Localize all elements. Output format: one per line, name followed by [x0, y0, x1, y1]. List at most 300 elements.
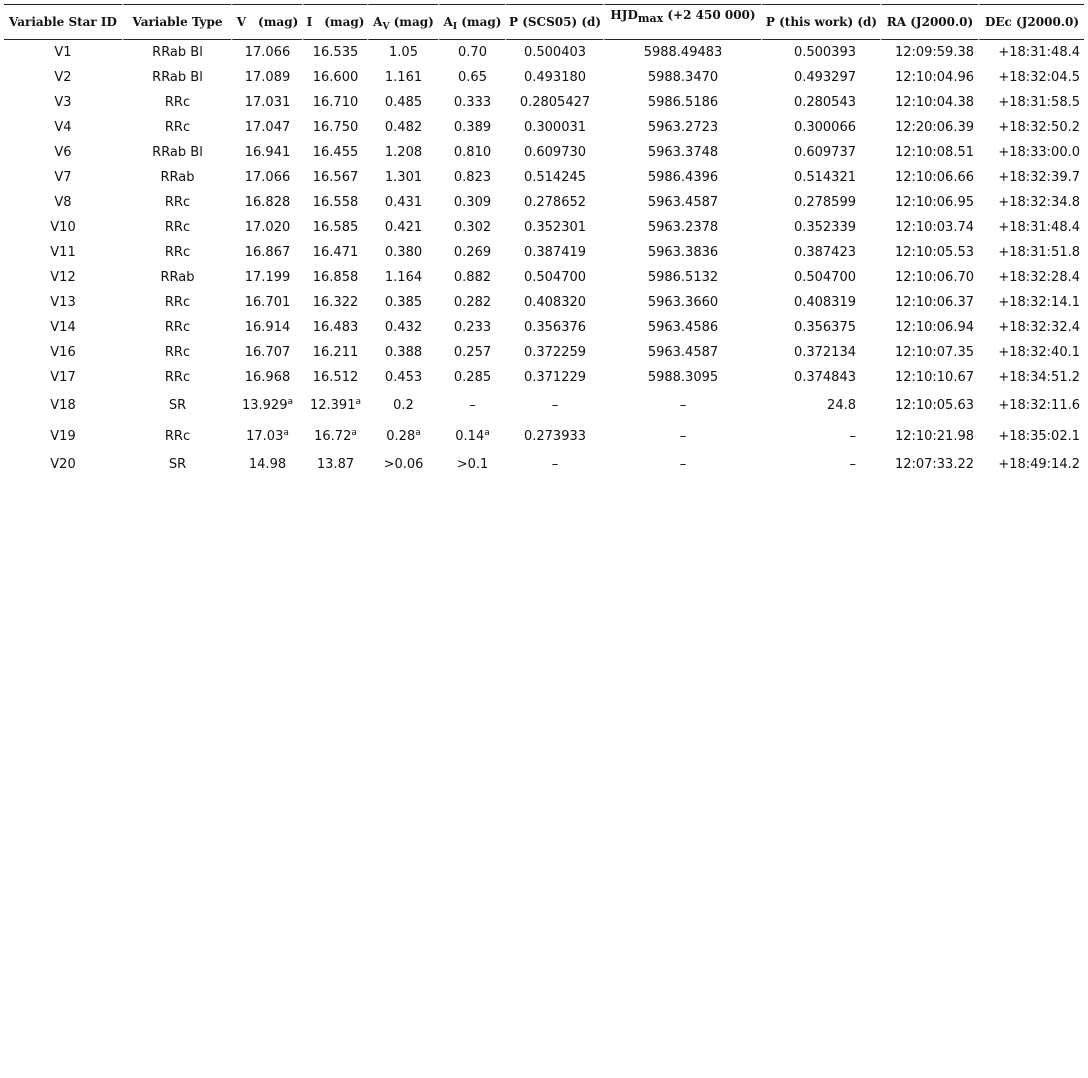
table-row — [4, 165, 1084, 190]
cell-ai-mag-value: 0.309 — [453, 195, 492, 210]
cell-p-this-work — [761, 115, 880, 140]
cell-i-mag-value: 16.858 — [312, 270, 359, 285]
header-i-main: I — [306, 15, 313, 29]
cell-i-mag-value: 16.512 — [312, 370, 359, 385]
cell-ra-value: 12:10:08.51 — [894, 145, 974, 160]
cell-ra — [880, 365, 978, 390]
cell-dec-value: +18:33:00.0 — [998, 145, 1080, 160]
cell-p-scs05 — [505, 215, 603, 240]
cell-ai-mag — [438, 340, 505, 365]
table-body — [4, 40, 1084, 477]
header-i-unit: (mag) — [324, 15, 365, 29]
cell-av-mag — [367, 315, 438, 340]
cell-ai-mag — [438, 165, 505, 190]
cell-p-scs05 — [505, 40, 603, 65]
cell-hjd-max — [603, 90, 761, 115]
cell-av-mag-value: 1.301 — [384, 170, 423, 185]
cell-dec — [978, 340, 1084, 365]
cell-p-this-work — [761, 190, 880, 215]
cell-variable-type — [122, 390, 231, 421]
cell-star-id — [4, 190, 122, 215]
cell-star-id — [4, 390, 122, 421]
cell-av-mag-value: 1.208 — [384, 145, 423, 160]
cell-ai-mag — [438, 365, 505, 390]
table-row — [4, 421, 1084, 452]
cell-hjd-max-value: 5963.4586 — [647, 320, 719, 335]
cell-ai-mag — [438, 190, 505, 215]
cell-p-this-work-value: 0.352339 — [793, 220, 856, 235]
cell-v-mag-value: 17.031 — [244, 95, 291, 110]
cell-dec-value: +18:49:14.2 — [998, 457, 1080, 472]
footnote-marker: a — [287, 397, 293, 407]
cell-v-mag-value: 17.03 — [246, 429, 284, 444]
cell-star-id — [4, 115, 122, 140]
cell-p-this-work-value: 0.387423 — [793, 245, 856, 260]
cell-star-id — [4, 215, 122, 240]
cell-hjd-max — [603, 40, 761, 65]
cell-ai-mag — [438, 115, 505, 140]
cell-dec-value: +18:31:48.4 — [998, 45, 1080, 60]
cell-star-id-value: V13 — [50, 295, 76, 310]
cell-hjd-max-value: 5963.3660 — [647, 295, 719, 310]
cell-star-id — [4, 340, 122, 365]
cell-v-mag-value: 16.707 — [244, 345, 291, 360]
cell-i-mag — [302, 315, 367, 340]
cell-p-scs05-value: 0.609730 — [523, 145, 587, 160]
cell-variable-type — [122, 190, 231, 215]
cell-ra-value: 12:10:21.98 — [894, 429, 974, 444]
cell-av-mag — [367, 190, 438, 215]
cell-i-mag — [302, 165, 367, 190]
table-row — [4, 240, 1084, 265]
cell-p-this-work-value: 0.374843 — [793, 370, 856, 385]
cell-p-this-work — [761, 65, 880, 90]
cell-ai-mag — [438, 421, 505, 452]
cell-variable-type-value: RRc — [164, 245, 191, 260]
cell-star-id-value: V6 — [54, 145, 72, 160]
cell-ai-mag-value: 0.389 — [453, 120, 492, 135]
cell-ra-value: 12:10:06.70 — [894, 270, 974, 285]
cell-dec — [978, 240, 1084, 265]
cell-variable-type — [122, 421, 231, 452]
cell-hjd-max — [603, 390, 761, 421]
cell-p-scs05 — [505, 365, 603, 390]
cell-variable-type-value: RRc — [164, 429, 191, 444]
header-av-sub: V — [382, 22, 390, 32]
cell-i-mag-value: 16.585 — [312, 220, 359, 235]
cell-ai-mag — [438, 140, 505, 165]
cell-star-id — [4, 165, 122, 190]
cell-i-mag — [302, 265, 367, 290]
cell-dec-value: +18:31:58.5 — [998, 95, 1080, 110]
cell-p-scs05-value: 0.504700 — [523, 270, 587, 285]
cell-hjd-max — [603, 290, 761, 315]
cell-variable-type-value: RRab Bl — [152, 145, 203, 160]
cell-hjd-max — [603, 215, 761, 240]
table-row — [4, 452, 1084, 477]
cell-ra-value: 12:10:07.35 — [894, 345, 974, 360]
cell-av-mag — [367, 240, 438, 265]
cell-i-mag — [302, 190, 367, 215]
cell-av-mag — [367, 165, 438, 190]
header-hjd-offset: (+2 450 000) — [667, 8, 756, 22]
cell-p-this-work — [761, 140, 880, 165]
header-v-mag — [231, 4, 302, 40]
cell-dec — [978, 265, 1084, 290]
cell-v-mag-value: 17.066 — [244, 170, 291, 185]
cell-star-id-value: V20 — [50, 457, 76, 472]
cell-star-id-value: V17 — [50, 370, 76, 385]
cell-ai-mag-value: 0.233 — [453, 320, 492, 335]
cell-hjd-max-value: 5963.2723 — [647, 120, 719, 135]
cell-star-id-value: V19 — [50, 429, 76, 444]
cell-p-this-work — [761, 290, 880, 315]
cell-i-mag-value: 16.322 — [312, 295, 359, 310]
cell-p-this-work-value: 0.372134 — [793, 345, 856, 360]
cell-ra-value: 12:10:03.74 — [894, 220, 974, 235]
cell-p-scs05-value: 0.300031 — [523, 120, 587, 135]
cell-ra — [880, 140, 978, 165]
cell-i-mag-value: 16.72 — [314, 429, 352, 444]
cell-v-mag — [231, 165, 302, 190]
cell-hjd-max — [603, 240, 761, 265]
cell-p-this-work-value: 0.493297 — [793, 70, 856, 85]
cell-ra — [880, 290, 978, 315]
cell-ra-value: 12:10:10.67 — [894, 370, 974, 385]
cell-variable-type-value: RRc — [164, 195, 191, 210]
cell-variable-type — [122, 290, 231, 315]
cell-v-mag — [231, 365, 302, 390]
cell-variable-type-value: RRc — [164, 345, 191, 360]
cell-p-this-work — [761, 215, 880, 240]
cell-ra-value: 12:20:06.39 — [894, 120, 974, 135]
table-header-row — [4, 4, 1084, 40]
cell-dec — [978, 390, 1084, 421]
cell-ra-value: 12:07:33.22 — [894, 457, 974, 472]
cell-p-scs05-value: 0.372259 — [523, 345, 587, 360]
cell-ai-mag-value: 0.257 — [453, 345, 492, 360]
footnote-marker: a — [283, 428, 289, 438]
cell-i-mag — [302, 65, 367, 90]
cell-ai-mag-value: 0.282 — [453, 295, 492, 310]
table-row — [4, 390, 1084, 421]
cell-p-scs05 — [505, 390, 603, 421]
cell-ra-value: 12:10:06.94 — [894, 320, 974, 335]
cell-ai-mag — [438, 265, 505, 290]
cell-p-scs05 — [505, 90, 603, 115]
cell-ra-value: 12:10:05.63 — [894, 398, 974, 413]
cell-v-mag — [231, 140, 302, 165]
cell-ra — [880, 315, 978, 340]
cell-hjd-max-value: 5986.5186 — [647, 95, 719, 110]
header-av-main: A — [373, 15, 383, 29]
cell-star-id-value: V2 — [54, 70, 72, 85]
cell-ra — [880, 265, 978, 290]
cell-v-mag-value: 16.968 — [244, 370, 291, 385]
cell-ra — [880, 390, 978, 421]
cell-dec — [978, 40, 1084, 65]
cell-hjd-max — [603, 315, 761, 340]
cell-av-mag — [367, 390, 438, 421]
cell-p-scs05-value: – — [551, 398, 559, 413]
cell-v-mag — [231, 240, 302, 265]
cell-hjd-max-value: 5988.3095 — [647, 370, 719, 385]
cell-i-mag-value: 16.600 — [312, 70, 359, 85]
footnote-marker: a — [415, 428, 421, 438]
cell-p-this-work — [761, 421, 880, 452]
cell-hjd-max-value: 5963.3748 — [647, 145, 719, 160]
cell-variable-type — [122, 140, 231, 165]
cell-variable-type — [122, 452, 231, 477]
cell-p-this-work — [761, 315, 880, 340]
cell-ai-mag — [438, 40, 505, 65]
cell-dec-value: +18:32:04.5 — [998, 70, 1080, 85]
variable-star-table — [4, 4, 1084, 477]
cell-star-id — [4, 40, 122, 65]
cell-p-scs05-value: 0.2805427 — [519, 95, 591, 110]
cell-variable-type — [122, 65, 231, 90]
cell-ra — [880, 190, 978, 215]
cell-av-mag — [367, 340, 438, 365]
cell-star-id — [4, 90, 122, 115]
cell-p-scs05 — [505, 115, 603, 140]
cell-av-mag-value: 0.482 — [384, 120, 423, 135]
cell-v-mag-value: 16.701 — [244, 295, 291, 310]
cell-av-mag-value: 0.380 — [384, 245, 423, 260]
cell-av-mag — [367, 40, 438, 65]
cell-p-scs05 — [505, 265, 603, 290]
cell-av-mag — [367, 452, 438, 477]
header-p-scs05: P (SCS05) (d) — [505, 4, 603, 40]
cell-hjd-max — [603, 65, 761, 90]
cell-v-mag — [231, 340, 302, 365]
cell-star-id-value: V18 — [50, 398, 76, 413]
cell-p-scs05-value: 0.278652 — [523, 195, 587, 210]
cell-ai-mag — [438, 65, 505, 90]
cell-ra — [880, 165, 978, 190]
cell-v-mag-value: 13.929 — [241, 398, 288, 413]
cell-p-this-work — [761, 390, 880, 421]
cell-variable-type-value: RRab — [160, 170, 195, 185]
cell-v-mag — [231, 65, 302, 90]
cell-star-id-value: V11 — [50, 245, 76, 260]
cell-p-scs05-value: 0.387419 — [523, 245, 587, 260]
cell-p-scs05-value: 0.371229 — [523, 370, 587, 385]
cell-hjd-max — [603, 115, 761, 140]
cell-variable-type-value: RRab Bl — [152, 45, 203, 60]
cell-p-this-work — [761, 40, 880, 65]
cell-av-mag — [367, 265, 438, 290]
cell-star-id — [4, 265, 122, 290]
cell-dec-value: +18:32:34.8 — [998, 195, 1080, 210]
header-hjd-sub: max — [637, 12, 664, 25]
cell-v-mag-value: 16.941 — [244, 145, 291, 160]
cell-i-mag-value: 16.710 — [312, 95, 359, 110]
cell-hjd-max-value: – — [679, 429, 687, 444]
cell-v-mag — [231, 190, 302, 215]
cell-variable-type-value: SR — [168, 398, 187, 413]
cell-p-scs05-value: 0.408320 — [523, 295, 587, 310]
cell-ra — [880, 90, 978, 115]
cell-p-this-work — [761, 90, 880, 115]
cell-variable-type — [122, 115, 231, 140]
cell-dec-value: +18:32:32.4 — [998, 320, 1080, 335]
cell-variable-type-value: RRc — [164, 295, 191, 310]
cell-p-this-work — [761, 265, 880, 290]
cell-av-mag-value: 0.28 — [386, 429, 416, 444]
cell-i-mag-value: 12.391 — [309, 398, 356, 413]
cell-p-scs05 — [505, 315, 603, 340]
cell-star-id — [4, 365, 122, 390]
cell-variable-type — [122, 215, 231, 240]
cell-i-mag — [302, 40, 367, 65]
cell-ra — [880, 40, 978, 65]
cell-av-mag-value: 0.385 — [384, 295, 423, 310]
cell-hjd-max — [603, 452, 761, 477]
cell-variable-type — [122, 165, 231, 190]
cell-dec — [978, 90, 1084, 115]
footnote-marker: a — [355, 397, 361, 407]
cell-ai-mag-value: – — [469, 398, 476, 413]
cell-star-id — [4, 421, 122, 452]
cell-av-mag — [367, 365, 438, 390]
cell-variable-type-value: RRc — [164, 95, 191, 110]
cell-av-mag-value: 0.388 — [384, 345, 423, 360]
cell-variable-type-value: RRc — [164, 370, 191, 385]
cell-hjd-max — [603, 421, 761, 452]
cell-p-this-work-value: 0.504700 — [793, 270, 856, 285]
cell-variable-type — [122, 340, 231, 365]
cell-p-scs05 — [505, 140, 603, 165]
cell-i-mag-value: 16.211 — [312, 345, 359, 360]
header-i-mag — [302, 4, 367, 40]
cell-i-mag-value: 16.471 — [312, 245, 359, 260]
cell-i-mag — [302, 140, 367, 165]
cell-p-scs05 — [505, 452, 603, 477]
cell-hjd-max — [603, 165, 761, 190]
cell-p-scs05-value: 0.514245 — [523, 170, 587, 185]
cell-v-mag — [231, 421, 302, 452]
cell-ra — [880, 340, 978, 365]
cell-hjd-max-value: 5963.2378 — [647, 220, 719, 235]
cell-dec — [978, 421, 1084, 452]
cell-star-id-value: V3 — [54, 95, 72, 110]
cell-p-this-work — [761, 240, 880, 265]
table-row — [4, 265, 1084, 290]
cell-hjd-max-value: 5963.4587 — [647, 195, 719, 210]
cell-av-mag-value: 0.485 — [384, 95, 423, 110]
cell-p-scs05 — [505, 421, 603, 452]
cell-i-mag-value: 16.558 — [312, 195, 359, 210]
cell-p-this-work-value: 0.609737 — [793, 145, 856, 160]
header-dec: DEc (J2000.0) — [978, 4, 1084, 40]
cell-i-mag — [302, 240, 367, 265]
cell-v-mag — [231, 215, 302, 240]
cell-ra — [880, 452, 978, 477]
cell-dec — [978, 215, 1084, 240]
cell-av-mag-value: 1.164 — [384, 270, 423, 285]
table-row — [4, 340, 1084, 365]
cell-av-mag — [367, 215, 438, 240]
cell-dec-value: +18:35:02.1 — [998, 429, 1080, 444]
cell-av-mag — [367, 115, 438, 140]
cell-ra — [880, 65, 978, 90]
cell-p-this-work — [761, 452, 880, 477]
cell-ra — [880, 115, 978, 140]
cell-ai-mag-value: 0.882 — [453, 270, 492, 285]
table-row — [4, 365, 1084, 390]
cell-dec — [978, 190, 1084, 215]
cell-p-scs05 — [505, 165, 603, 190]
cell-ra-value: 12:10:04.38 — [894, 95, 974, 110]
header-v-unit: (mag) — [258, 15, 299, 29]
cell-hjd-max-value: – — [679, 398, 687, 413]
cell-p-this-work-value: 0.514321 — [793, 170, 856, 185]
cell-av-mag-value: >0.06 — [383, 457, 424, 472]
cell-star-id — [4, 452, 122, 477]
cell-v-mag-value: 16.828 — [244, 195, 291, 210]
cell-p-scs05 — [505, 240, 603, 265]
cell-i-mag — [302, 390, 367, 421]
cell-ai-mag — [438, 315, 505, 340]
cell-star-id — [4, 240, 122, 265]
header-av-mag — [367, 4, 438, 40]
table-row — [4, 215, 1084, 240]
cell-star-id-value: V7 — [54, 170, 72, 185]
cell-av-mag-value: 0.2 — [393, 398, 414, 413]
cell-v-mag — [231, 115, 302, 140]
cell-ai-mag — [438, 390, 505, 421]
cell-av-mag-value: 0.431 — [384, 195, 423, 210]
cell-av-mag — [367, 65, 438, 90]
cell-ai-mag-value: 0.285 — [453, 370, 492, 385]
cell-ra-value: 12:10:06.66 — [894, 170, 974, 185]
cell-dec-value: +18:34:51.2 — [998, 370, 1080, 385]
header-v-main: V — [236, 15, 247, 29]
cell-dec-value: +18:32:39.7 — [998, 170, 1080, 185]
cell-av-mag — [367, 140, 438, 165]
cell-star-id-value: V1 — [54, 45, 72, 60]
cell-av-mag-value: 0.453 — [384, 370, 423, 385]
cell-variable-type — [122, 240, 231, 265]
cell-ai-mag-value: 0.14 — [455, 429, 485, 444]
cell-dec-value: +18:32:11.6 — [998, 398, 1080, 413]
cell-ai-mag-value: 0.65 — [458, 70, 487, 85]
cell-av-mag-value: 1.161 — [384, 70, 423, 85]
cell-variable-type — [122, 365, 231, 390]
cell-i-mag — [302, 290, 367, 315]
header-variable-type: Variable Type — [122, 4, 231, 40]
cell-hjd-max-value: 5988.3470 — [647, 70, 719, 85]
cell-p-this-work-value: 0.356375 — [793, 320, 856, 335]
cell-v-mag — [231, 265, 302, 290]
cell-i-mag-value: 16.455 — [312, 145, 359, 160]
table-row — [4, 115, 1084, 140]
cell-ai-mag — [438, 290, 505, 315]
cell-av-mag — [367, 290, 438, 315]
header-av-unit: (mag) — [393, 15, 434, 29]
cell-v-mag — [231, 390, 302, 421]
header-hjd-max — [603, 4, 761, 40]
cell-hjd-max — [603, 365, 761, 390]
header-ra: RA (J2000.0) — [880, 4, 978, 40]
cell-p-scs05 — [505, 190, 603, 215]
table-row — [4, 290, 1084, 315]
cell-v-mag — [231, 290, 302, 315]
header-hjd-main: HJD — [610, 8, 638, 22]
cell-i-mag-value: 16.567 — [312, 170, 359, 185]
cell-ai-mag-value: 0.810 — [453, 145, 492, 160]
